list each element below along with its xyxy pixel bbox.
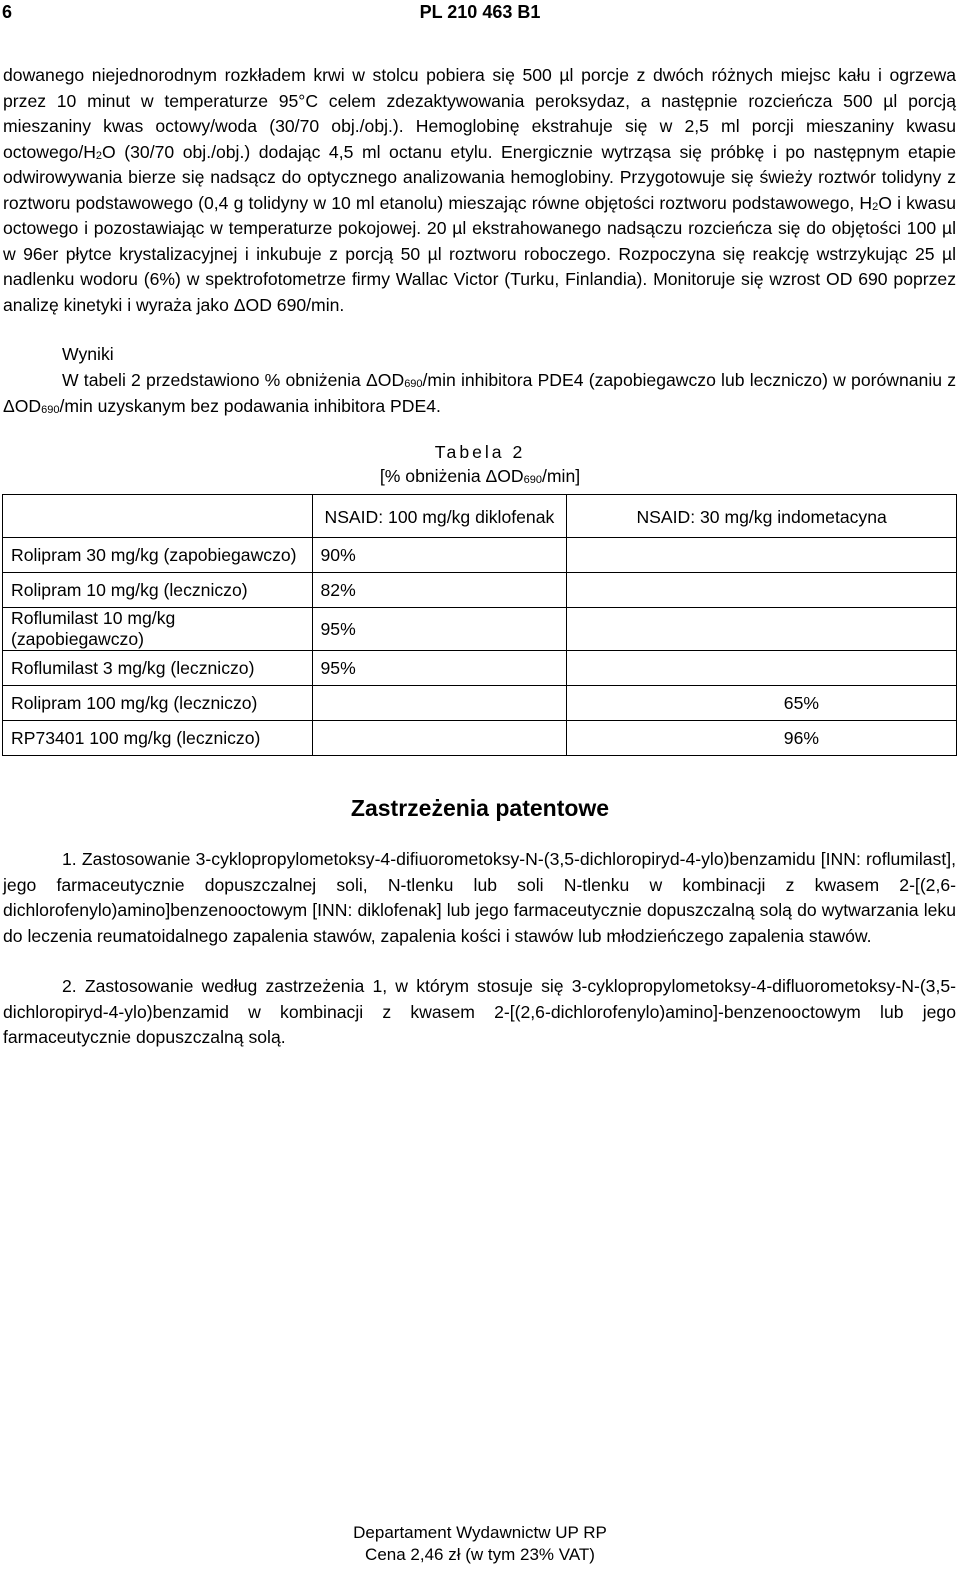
results-heading: Wyniki: [62, 344, 114, 364]
table-subtitle-text-2: /min]: [542, 466, 581, 486]
page-header: [0, 0, 960, 30]
table-row: [3, 686, 957, 721]
claim-2: 2. Zastosowanie według zastrzeżenia 1, w którym stosuje się 3-cyklopropylometoksy-4-difluorometoksy-N-(3,5-dichloropiryd-4-ylo)benzamid w kombinacji z kwasem 2-[(2,6-dichlorofenylo)amino]-benzenooctowym lub jego farmaceutycznie dopuszczalną solą.: [3, 976, 956, 1047]
subscript: 690: [404, 378, 423, 390]
subscript: 2: [95, 149, 103, 162]
table-header-diklofenak: NSAID: 100 mg/kg diklofenak: [312, 495, 567, 538]
table-row: [3, 721, 957, 756]
value-diklofenak: 95%: [312, 651, 567, 686]
table-row: [3, 608, 957, 651]
price: Cena 2,46 zł (w tym 23% VAT): [365, 1545, 595, 1564]
value-diklofenak: [312, 686, 567, 721]
table-title: Tabela 2: [434, 442, 526, 462]
value-diklofenak: 82%: [312, 573, 567, 608]
value-indometacyna: [567, 573, 957, 608]
row-label: Roflumilast 3 mg/kg (leczniczo): [3, 651, 313, 686]
subscript: 690: [523, 474, 542, 486]
table-row: [3, 573, 957, 608]
claim-1: 1. Zastosowanie 3-cyklopropylometoksy-4-difiuorometoksy-N-(3,5-dichloropiryd-4-ylo)benzamidu [INN: roflumilast], jego farmaceutycznie dopuszczalnej soli, N-tlenku lub soli N-tlenku w kombinacji z kwasem 2-[(2,6-dichlorofenylo)amino]benzenooctowym [INN: diklofenak] lub jego farmaceutycznie dopuszczalną solą do wytwarzania leku do leczenia reumatoidalnego zapalenia stawów, zapalenia kości i stawów lub młodzieńczego zapalenia stawów.: [3, 849, 956, 946]
table-header-empty: [3, 495, 313, 538]
page-number: 6: [2, 2, 13, 22]
results-text-2: /min inhibitora PDE4 (zapobiegawczo lub leczniczo) w porównaniu z ΔOD: [3, 370, 957, 416]
table-subtitle-text-1: [% obniżenia ΔOD: [379, 466, 524, 486]
method-text-2: O (30/70 obj./obj.) dodając 4,5 ml octanu etylu. Energicznie wytrząsa się próbkę i po następnym etapie odwirowywania bierze się nadsącz do optycznego analizowania hemoglobiny. Przygotowuje się świeży roztwór tolidyny z roztworu podstawowego (0,4 g tolidyny w 10 ml etanolu) mieszając równe objętości roztworu podstawowego, H: [3, 141, 956, 213]
method-text-3: O i kwasu octowego i pozostawiając w temperaturze pokojowej. 20 µl ekstrahowanego nadsączu rozcieńcza się do objętości 100 µl w 96er płytce krystalizacyjnej i inkubuje z porcją 50 µl roztworu roboczego. Rozpoczyna się reakcję wstrzykując 25 µl nadlenku wodoru (6%) w spektrofotometrze firmy Wallac Victor (Turku, Finlandia). Monitoruje się wzrost OD 690 poprzez analizę kinetyki i wyraża jako ΔOD 690/min.: [3, 192, 956, 315]
table-header-row: [3, 495, 957, 538]
value-indometacyna: [567, 651, 957, 686]
method-text-1: dowanego niejednorodnym rozkładem krwi w stolcu pobiera się 500 µl porcje z dwóch różnych miejsc kału i ogrzewa przez 10 minut w temperaturze 95°C celem zdezaktywowania peroksydaz, a następnie rozcieńcza 500 µl porcją mieszaniny kwas octowy/woda (30/70 obj./obj.). Hemoglobinę ekstrahuje się w 2,5 ml porcji mieszaniny kwasu octowego/H: [3, 65, 956, 162]
page-footer: [0, 1522, 960, 1566]
value-indometacyna: [567, 538, 957, 573]
results-text-1: W tabeli 2 przedstawiono % obniżenia ΔOD: [62, 370, 405, 390]
table-subtitle: [0, 466, 960, 487]
row-label: Rolipram 30 mg/kg (zapobiegawczo): [3, 538, 313, 573]
table-row: [3, 538, 957, 573]
claims-title: Zastrzeżenia patentowe: [350, 795, 610, 821]
results-paragraph: [3, 368, 956, 419]
row-label: Roflumilast 10 mg/kg (zapobiegawczo): [3, 608, 313, 651]
results-table: [2, 494, 957, 756]
subscript: 2: [872, 200, 879, 213]
row-label: RP73401 100 mg/kg (leczniczo): [3, 721, 313, 756]
subscript: 690: [41, 403, 60, 416]
patent-number: PL 210 463 B1: [419, 2, 541, 22]
method-paragraph: [3, 63, 956, 318]
value-diklofenak: 90%: [312, 538, 567, 573]
table-row: [3, 651, 957, 686]
row-label: Rolipram 10 mg/kg (leczniczo): [3, 573, 313, 608]
value-diklofenak: 95%: [312, 608, 567, 651]
value-indometacyna: [567, 608, 957, 651]
publisher: Departament Wydawnictw UP RP: [353, 1523, 607, 1542]
value-indometacyna: 96%: [567, 721, 957, 756]
value-diklofenak: [312, 721, 567, 756]
table-header-indometacyna: NSAID: 30 mg/kg indometacyna: [567, 495, 957, 538]
value-indometacyna: 65%: [567, 686, 957, 721]
row-label: Rolipram 100 mg/kg (leczniczo): [3, 686, 313, 721]
results-text-3: /min uzyskanym bez podawania inhibitora PDE4.: [59, 395, 441, 416]
